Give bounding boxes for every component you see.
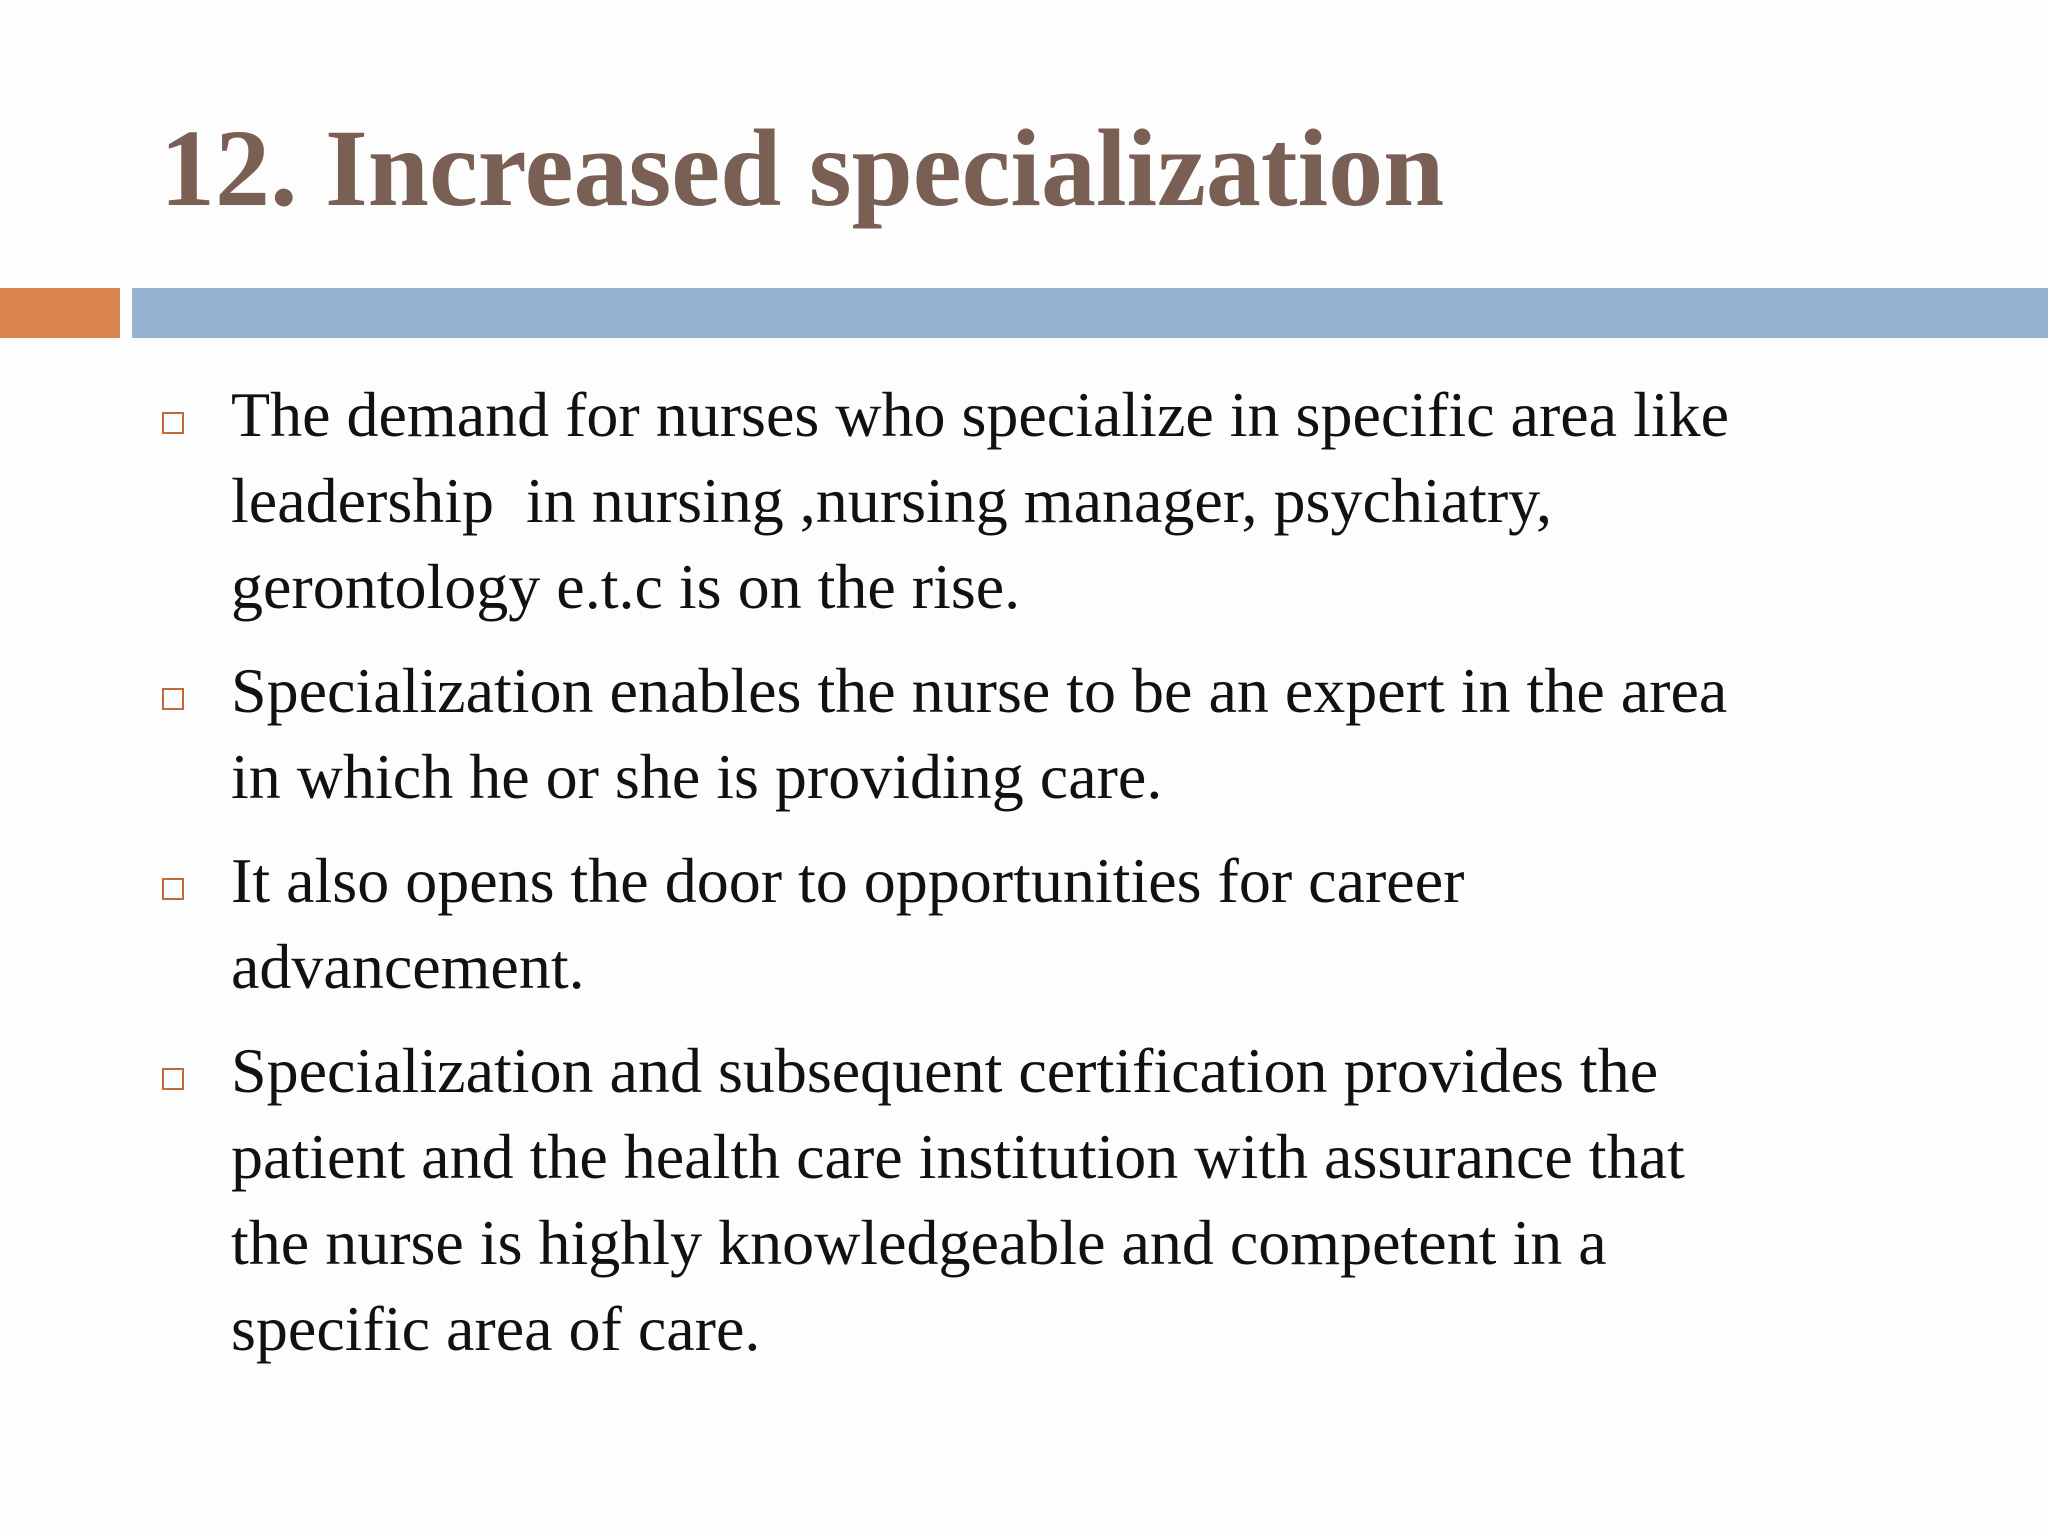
bullet-line: specific area of care.: [231, 1293, 761, 1364]
bullet-line: patient and the health care institution with assurance that: [231, 1121, 1685, 1192]
bullet-line: Specialization and subsequent certification provides the: [231, 1035, 1659, 1106]
bullet-list: [160, 372, 1920, 1390]
square-bullet-icon: [162, 412, 184, 434]
bullet-item: [160, 648, 1920, 820]
slide-title: 12. Increased specialization: [160, 107, 1445, 229]
square-bullet-icon: [162, 878, 184, 900]
bullet-line: in which he or she is providing care.: [231, 741, 1163, 812]
square-bullet-icon: [162, 1068, 184, 1090]
bullet-line: Specialization enables the nurse to be an expert in the area: [231, 655, 1728, 726]
bullet-item: [160, 1028, 1920, 1372]
bullet-line: The demand for nurses who specialize in specific area like: [231, 379, 1730, 450]
accent-bar-orange: [0, 288, 120, 338]
bullet-line: leadership in nursing ,nursing manager, psychiatry,: [231, 465, 1552, 536]
accent-bar-blue: [132, 288, 2048, 338]
bullet-line: It also opens the door to opportunities for career: [231, 845, 1465, 916]
bullet-item: [160, 838, 1920, 1010]
bullet-line: gerontology e.t.c is on the rise.: [231, 551, 1021, 622]
bullet-line: the nurse is highly knowledgeable and competent in a: [231, 1207, 1607, 1278]
square-bullet-icon: [162, 688, 184, 710]
bullet-item: [160, 372, 1920, 630]
bullet-line: advancement.: [231, 931, 585, 1002]
